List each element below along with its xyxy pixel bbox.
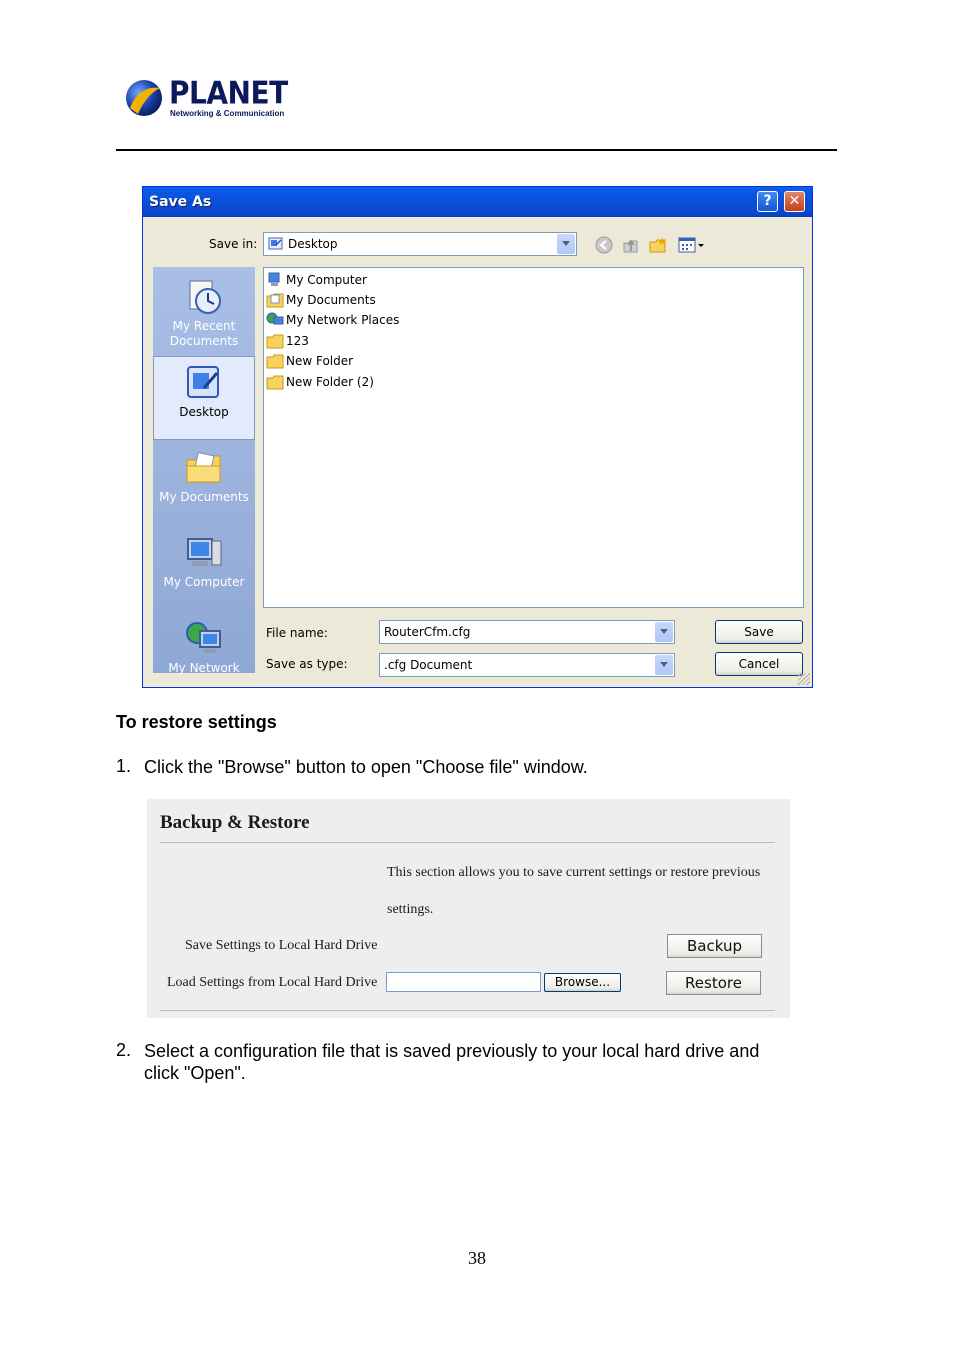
file-name: My Computer	[286, 273, 367, 287]
place-label: Desktop	[179, 405, 229, 419]
cancel-button[interactable]: Cancel	[715, 652, 803, 676]
panel-description-continued: settings.	[387, 902, 434, 917]
place-label: My Computer	[163, 575, 245, 589]
save-as-dialog	[142, 186, 813, 688]
save-in-value: Desktop	[288, 237, 338, 251]
browse-button[interactable]: Browse...	[544, 973, 621, 992]
folder-icon	[266, 333, 284, 349]
view-menu-icon[interactable]	[678, 236, 706, 254]
save-as-type-value: .cfg Document	[384, 658, 473, 672]
step-number: 1.	[116, 756, 132, 776]
file-name: My Network Places	[286, 313, 400, 327]
header-divider	[116, 149, 837, 151]
dialog-title: Save As	[149, 194, 212, 210]
panel-title: Backup & Restore	[160, 812, 310, 833]
places-bar	[153, 267, 255, 673]
step-number: 2.	[116, 1040, 132, 1060]
page-number: 38	[468, 1248, 486, 1268]
file-name: 123	[286, 334, 309, 348]
recent-documents-icon	[184, 277, 224, 317]
help-button[interactable]: ?	[757, 191, 778, 212]
place-my-recent-documents[interactable]	[153, 271, 255, 355]
file-name: My Documents	[286, 293, 376, 307]
documents-folder-icon	[184, 448, 224, 488]
resize-grip[interactable]	[798, 673, 810, 685]
folder-icon	[266, 374, 284, 390]
place-label: My Recent Documents	[169, 319, 239, 348]
section-heading: To restore settings	[116, 712, 277, 732]
panel-description: This section allows you to save current settings or restore previous	[387, 865, 761, 880]
backup-restore-panel	[147, 799, 790, 1018]
panel-divider	[160, 842, 775, 843]
place-my-network[interactable]	[153, 613, 255, 697]
place-label: My Network	[168, 661, 240, 675]
place-my-documents[interactable]	[153, 442, 255, 526]
load-settings-label: Load Settings from Local Hard Drive	[167, 975, 378, 990]
step-text: Click the "Browse" button to open "Choose file" window.	[144, 757, 588, 777]
chevron-down-icon[interactable]	[557, 234, 575, 254]
file-path-input[interactable]	[386, 972, 541, 992]
new-folder-icon[interactable]	[649, 236, 667, 254]
desktop-icon	[268, 236, 284, 252]
file-name-value: RouterCfm.cfg	[384, 625, 471, 639]
network-places-icon	[184, 619, 224, 659]
save-as-type-dropdown[interactable]	[379, 653, 675, 677]
save-settings-label: Save Settings to Local Hard Drive	[185, 938, 378, 953]
file-name-label: File name:	[266, 626, 328, 640]
restore-button[interactable]: Restore	[666, 971, 761, 995]
back-icon[interactable]	[595, 236, 613, 254]
chevron-down-icon[interactable]	[655, 622, 673, 642]
save-in-dropdown[interactable]	[263, 232, 577, 256]
save-as-type-label: Save as type:	[266, 657, 348, 671]
computer-icon	[184, 533, 224, 573]
place-desktop[interactable]	[153, 356, 255, 440]
computer-icon	[266, 272, 284, 288]
file-name: New Folder	[286, 354, 354, 368]
folder-icon	[266, 353, 284, 369]
place-my-computer[interactable]	[153, 527, 255, 611]
file-list[interactable]	[263, 267, 804, 608]
panel-bottom-divider	[160, 1010, 775, 1011]
place-label: My Documents	[159, 490, 249, 504]
brand-tagline: Networking & Communication	[170, 109, 285, 118]
network-places-icon	[266, 312, 284, 328]
desktop-icon	[184, 363, 224, 403]
save-in-label: Save in:	[209, 237, 258, 251]
close-button[interactable]: ✕	[784, 191, 805, 212]
chevron-down-icon[interactable]	[655, 655, 673, 675]
planet-globe-icon	[124, 78, 164, 118]
planet-logo	[124, 75, 288, 120]
documents-folder-icon	[266, 292, 284, 308]
dialog-title-bar[interactable]	[143, 187, 812, 217]
backup-button[interactable]: Backup	[667, 934, 762, 958]
file-name: New Folder (2)	[286, 375, 374, 389]
save-button[interactable]: Save	[715, 620, 803, 644]
file-name-field[interactable]	[379, 620, 675, 644]
step-text: Select a configuration file that is saved previously to your local hard drive and click "Open".	[144, 1041, 760, 1083]
brand-name: PLANET	[169, 75, 288, 112]
up-folder-icon[interactable]	[622, 236, 640, 254]
